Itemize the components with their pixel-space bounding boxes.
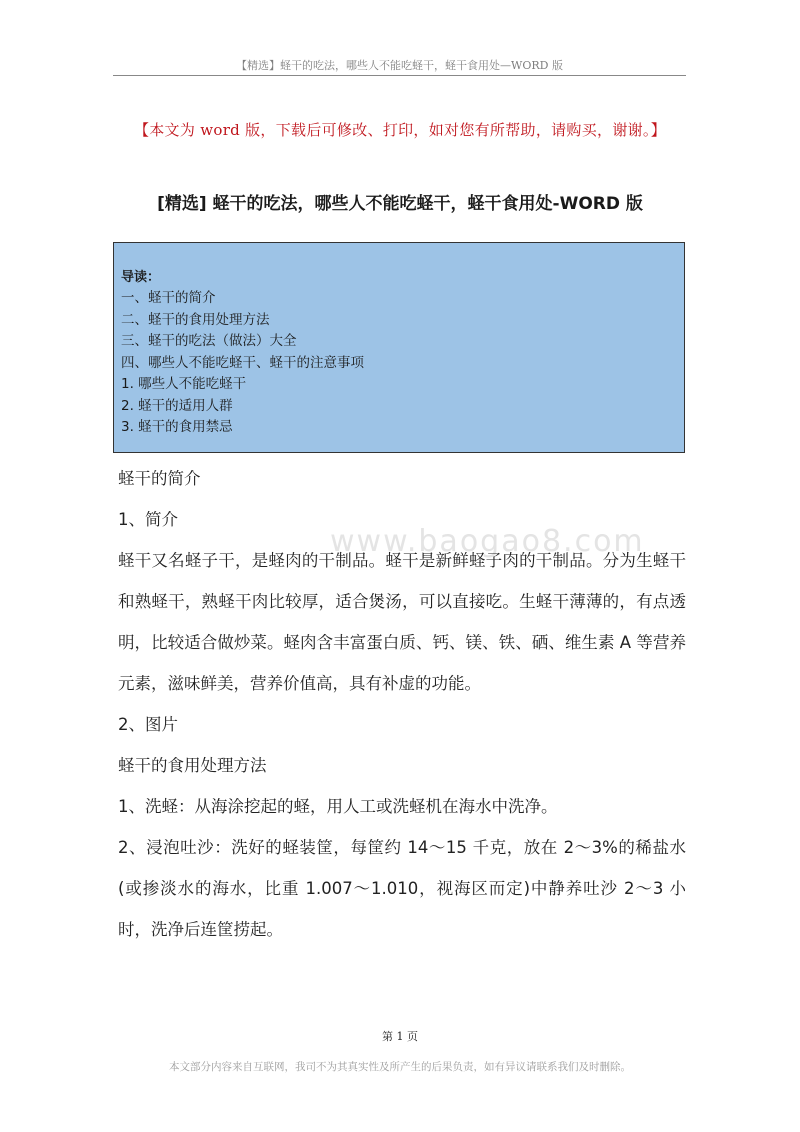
- paragraph: 1、洗蛏：从海涂挖起的蛏，用人工或洗蛏机在海水中洗净。: [118, 797, 558, 816]
- document-title: [精选] 蛏干的吃法，哪些人不能吃蛏干，蛏干食用处-WORD 版: [157, 194, 643, 214]
- toc-item: 1. 哪些人不能吃蛏干: [121, 376, 247, 392]
- purchase-notice: 【本文为 word 版，下载后可修改、打印，如对您有所帮助，请购买，谢谢。】: [133, 121, 667, 139]
- toc-item: 四、哪些人不能吃蛏干、蛏干的注意事项: [121, 354, 364, 371]
- document-body: [118, 458, 686, 950]
- toc-item: 3. 蛏干的食用禁忌: [121, 419, 233, 435]
- paragraph: 蛏干又名蛏子干，是蛏肉的干制品。蛏干是新鲜蛏子肉的干制品。分为生蛏干和熟蛏干，熟蛏干肉比较厚，适合煲汤，可以直接吃。生蛏干薄薄的，有点透明，比较适合做炒菜。蛏肉含丰富蛋白质、钙、镁、铁、硒、维生素 A 等营养元素，滋味鲜美，营养价值高，具有补虚的功能。: [118, 551, 686, 693]
- toc-title: 导读：: [121, 270, 161, 285]
- toc-item: 2. 蛏干的适用人群: [121, 397, 233, 414]
- toc-item: 一、蛏干的简介: [121, 290, 216, 306]
- section-heading: 蛏干的食用处理方法: [118, 756, 267, 775]
- footer-disclaimer: 本文部分内容来自互联网，我司不为其真实性及所产生的后果负责，如有异议请联系我们及时删除。: [169, 1061, 631, 1073]
- section-heading: 蛏干的简介: [118, 469, 201, 488]
- page-header: 【精选】蛏干的吃法，哪些人不能吃蛏干，蛏干食用处—WORD 版: [113, 57, 686, 76]
- subheading: 2、图片: [118, 715, 178, 734]
- toc-item: 二、蛏干的食用处理方法: [121, 311, 270, 328]
- paragraph: 2、浸泡吐沙：洗好的蛏装筐，每筐约 14～15 千克，放在 2～3%的稀盐水(或掺淡水的海水，比重 1.007～1.010，视海区而定)中静养吐沙 2～3 小时，洗净后连筐捞起。: [118, 838, 686, 939]
- toc-item: 三、蛏干的吃法（做法）大全: [121, 333, 297, 349]
- page-number: 第 1 页: [382, 1030, 418, 1043]
- subheading: 1、简介: [118, 510, 178, 529]
- watermark: www.baogao8.com: [330, 524, 645, 559]
- table-of-contents: [113, 242, 685, 453]
